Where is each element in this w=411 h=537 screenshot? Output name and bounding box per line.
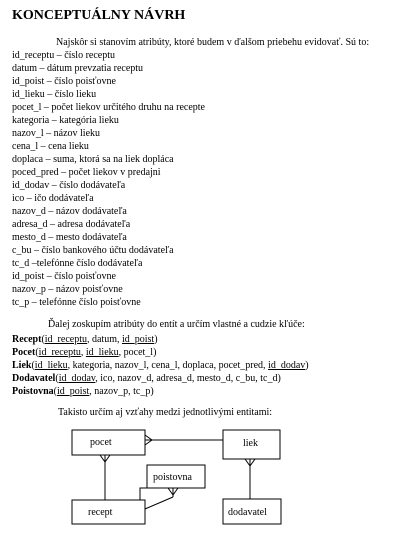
entity-name: Poistovna [12,386,54,397]
crowfoot-pocet [105,455,110,462]
intro-paragraph: Najskôr si stanovím atribúty, ktoré budem v ďalšom priebehu evidovať. Sú to: [56,37,370,48]
page-title: KONCEPTUÁLNY NÁVRH [12,8,186,23]
attribute-item: c_bu – číslo bankového účtu dodávateľa [12,245,174,256]
entity-label-dodavatel: dodavatel [228,507,267,518]
entity-name: Liek [12,360,32,371]
entity-liek: Liek(id_lieku, kategoria, nazov_l, cena_l, doplaca, pocet_pred, id_dodav) [12,360,309,371]
primary-key: id_dodav [58,373,96,384]
attribute-item: kategoria – kategória lieku [12,115,119,126]
attribute-item: doplaca – suma, ktorá sa na liek dopláca [12,154,174,165]
attribute-item: poced_pred – počet liekov v predajni [12,167,161,178]
attribute-item: id_poist – číslo poisťovne [12,271,116,282]
crowfoot-recept [173,488,178,495]
entity-label-recept: recept [88,507,113,518]
attribute-item: adresa_d – adresa dodávateľa [12,219,131,230]
entity-label-liek: liek [243,438,258,449]
foreign-key: id_poist [121,334,155,345]
attribute-item: cena_l – cena lieku [12,141,89,152]
entity-name: Recept [12,334,42,345]
attribute-item: nazov_p – názov poisťovne [12,284,123,295]
crowfoot-liek [250,459,255,466]
attribute-item: mesto_d – mesto dodávateľa [12,232,127,243]
crowfoot-pocet [100,455,105,462]
attribute-item: nazov_d – názov dodávateľa [12,206,127,217]
attribute-item: nazov_l – názov lieku [12,128,101,139]
attribute-item: id_dodav – číslo dodávateľa [12,180,126,191]
entities-intro: Ďalej zoskupím atribúty do entít a určím vlastné a cudzie kľúče: [48,319,305,330]
attribute-item: ico – ičo dodávateľa [12,193,94,204]
crowfoot-liek [245,459,250,466]
entity-label-poistovna: poistovna [153,472,192,483]
entity-name: Dodavatel [12,373,56,384]
attribute-item: pocet_l – počet liekov určitého druhu na recepte [12,102,205,113]
attribute-list [12,49,205,309]
primary-key: id_receptu [44,334,87,345]
attribute-item: id_receptu – číslo receptu [12,50,116,61]
entity-label-pocet: pocet [90,437,112,448]
entity-recept: Recept(id_receptu, datum, id_poist) [12,334,158,345]
attribute-item: datum – dátum prevzatia receptu [12,63,144,74]
entity-dodavatel: Dodavatel(id_dodav, ico, nazov_d, adresa_d, mesto_d, c_bu, tc_d) [12,373,281,384]
attribute-item: id_poist – číslo poisťovne [12,76,116,87]
entity-list [12,333,309,398]
crowfoot-recept [168,488,173,495]
relation-recept-poistovna [145,497,173,509]
er-diagram [0,425,411,537]
attribute-item: tc_p – telefónne číslo poisťovne [12,297,141,308]
crowfoot-pocet [145,440,152,445]
relation-poistovna-recept [140,488,151,501]
primary-key: id_lieku [34,360,68,371]
entity-pocet: Pocet(id_receptu, id_lieku, pocet_l) [12,347,157,358]
primary-key: id_lieku [85,347,119,358]
relations-intro: Takisto určím aj vzťahy medzi jednotlivými entitami: [58,407,273,418]
attribute-item: id_lieku – číslo lieku [12,89,97,100]
entity-name: Pocet [12,347,36,358]
entity-poistovna: Poistovna(id_poist, nazov_p, tc_p) [12,386,154,397]
primary-key: id_poist [57,386,90,397]
primary-key: id_receptu [38,347,81,358]
foreign-key: id_dodav [268,360,306,371]
crowfoot-pocet [145,435,152,440]
attribute-item: tc_d –telefónne číslo dodávateľa [12,258,143,269]
